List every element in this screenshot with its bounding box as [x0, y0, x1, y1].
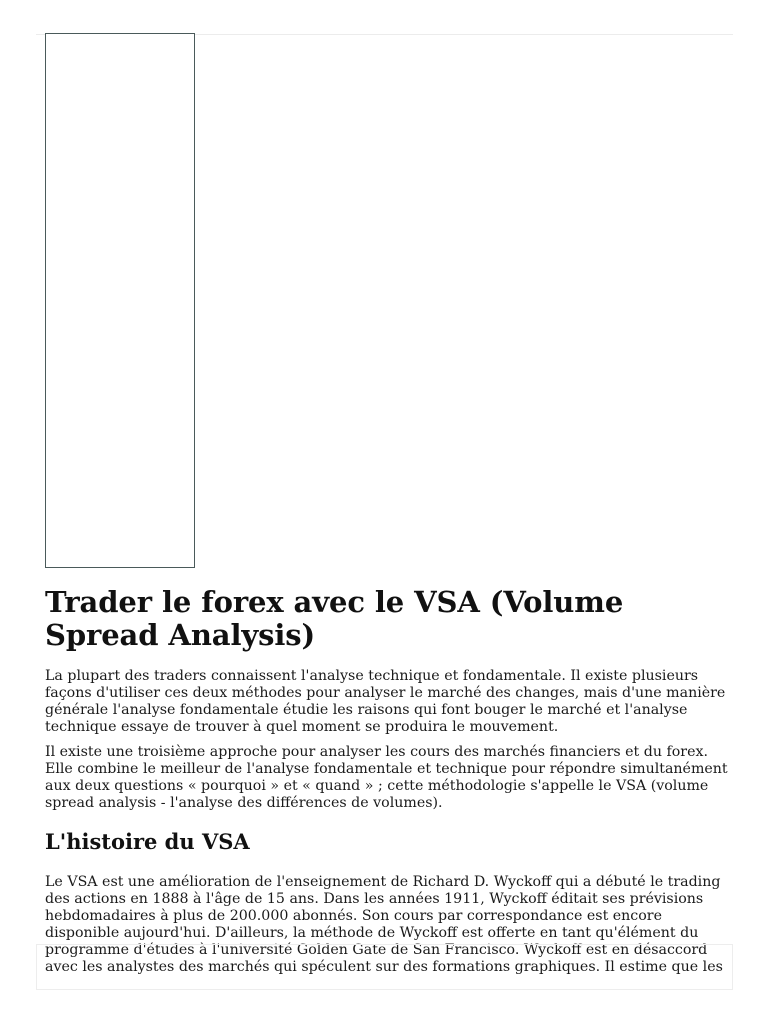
section-heading-history: L'histoire du VSA	[45, 829, 250, 854]
article-image-placeholder[interactable]	[45, 33, 195, 568]
article-paragraph-1: La plupart des traders connaissent l'analyse technique et fondamentale. Il existe plusieurs façons d'utiliser ces deux méthodes pour analyser le marché des changes, mais d'une manière générale l'analyse fondamentale étudie les raisons qui font bouger le marché et l'analyse technique essaye de trouver à quel moment se produira le mouvement.	[45, 668, 726, 735]
article-title: Trader le forex avec le VSA (Volume Spread Analysis)	[45, 585, 624, 652]
section-paragraph-history: Le VSA est une amélioration de l'enseignement de Richard D. Wyckoff qui a débuté le trading des actions en 1888 à l'âge de 15 ans. Dans les années 1911, Wyckoff éditait ses prévisions hebdomadaires à plus de 200.000 abonnés. Son cours par correspondance est encore disponible aujourd'hui. D'ailleurs, la méthode de Wyckoff est offerte en tant qu'élément du programme d'études à l'université Golden Gate de San Francisco. Wyckoff est en désaccord avec les analystes des marchés qui spéculent sur des formations graphiques. Il estime que les	[45, 874, 723, 975]
article-paragraph-2: Il existe une troisième approche pour analyser les cours des marchés financiers et du forex. Elle combine le meilleur de l'analyse fondamentale et technique pour répondre simultanément aux deux questions « pourquoi » et « quand » ; cette méthodologie s'appelle le VSA (volume spread analysis - l'analyse des différences de volumes).	[45, 744, 728, 811]
article-body	[45, 586, 730, 984]
